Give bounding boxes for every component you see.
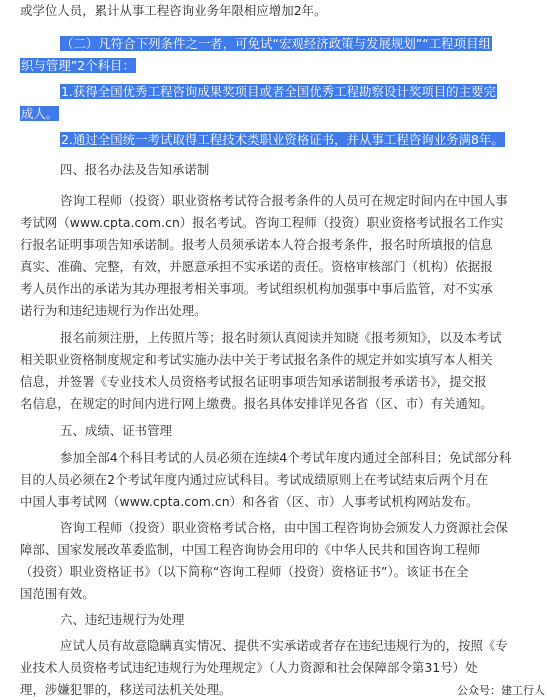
selection-highlight: 织与管理”2个科目：: [21, 58, 135, 73]
paragraph-line: 考人员作出的承诺为其办理报考相关事项。考试组织机构加强事中事后监管，对不实承: [20, 281, 493, 296]
paragraph-line: 咨询工程师（投资）职业资格考试符合报考条件的人员可在规定时间内在中国人事: [60, 193, 508, 208]
paragraph-line: 中国人事考试网（www.cpta.com.cn）和各省（区、市）人事考试机构网站发布。: [20, 494, 479, 509]
paragraph-line: 相关职业资格制度规定和考试实施办法中关于考试报名条件的规定并如实填写本人相关: [20, 352, 493, 367]
paragraph-line: 国范围有效。: [20, 586, 95, 601]
paragraph-line: 咨询工程师（投资）职业资格考试合格，由中国工程咨询协会颁发人力资源社会保: [60, 520, 508, 535]
section-heading: 六、违纪违规行为处理: [60, 612, 185, 627]
paragraph-line: 名信息，在规定的时间内进行网上缴费。报名具体安排详见各省（区、市）有关通知。: [20, 396, 493, 411]
paragraph-line: 理，涉嫌犯罪的，移送司法机关处理。: [20, 682, 232, 697]
paragraph-line: 考试网（www.cpta.com.cn）报名考试。咨询工程师（投资）职业资格考试报名工作实: [20, 215, 504, 230]
watermark-label: 公众号：建工行人: [457, 684, 545, 697]
highlighted-paragraph-line: [60, 34, 492, 54]
highlighted-paragraph-line: [20, 56, 136, 76]
paragraph-line: 目的人员必须在2个考试年度内通过应试科目。考试成绩原则上在考试结束后两个月在: [20, 472, 489, 487]
paragraph-line: 报名前须注册，上传照片等；报名时须认真阅读并知晓《报考须知》，以及本考试: [60, 330, 502, 345]
paragraph-line: 真实、准确、完整，有效，并愿意承担不实承诺的责任。资格审核部门（机构）依据报: [20, 259, 493, 274]
selection-highlight: （二）凡符合下列条件之一者，可免试“宏观经济政策与发展规划”“工程项目组: [61, 36, 491, 51]
paragraph-line: （投资）职业资格证书》（以下简称“咨询工程师（投资）资格证书”）。该证书在全: [20, 564, 469, 579]
selection-highlight: 1.获得全国优秀工程咨询成果奖项目或者全国优秀工程勘察设计奖项目的主要完: [61, 84, 496, 99]
paragraph-line: 业技术人员资格考试违纪违规行为处理规定》（人力资源和社会保障部令第31号）处: [20, 660, 478, 675]
paragraph-line: 行报名证明事项告知承诺制。报考人员须承诺本人符合报考条件，报名时所填报的信息: [20, 237, 493, 252]
highlighted-paragraph-line: [60, 82, 497, 102]
section-heading: 四、报名办法及告知承诺制: [60, 162, 210, 177]
selection-highlight: 成人。: [21, 106, 59, 121]
paragraph-line: 障部、国家发展改革委监制，中国工程咨询协会用印的《中华人民共和国咨询工程师: [20, 542, 481, 557]
paragraph-line: 诺行为和违纪违规行为作出处理。: [20, 303, 207, 318]
highlighted-paragraph-line: [20, 104, 59, 124]
highlighted-paragraph-line: [60, 130, 505, 150]
paragraph-line: 参加全部4个科目考试的人员必须在连续4个考试年度内通过全部科目；免试部分科: [60, 450, 512, 465]
paragraph-line: 信息，并签署《专业技术人员资格考试报名证明事项告知承诺制报考承诺书》，提交报: [20, 374, 487, 389]
paragraph-line: 应试人员有故意隐瞒真实情况、提供不实承诺或者存在违纪违规行为的，按照《专: [60, 638, 508, 653]
section-heading: 五、成绩、证书管理: [60, 423, 172, 438]
selection-highlight: 2.通过全国统一考试取得工程技术类职业资格证书，并从事工程咨询业务满8年。: [61, 132, 504, 147]
paragraph-line: 或学位人员，累计从事工程咨询业务年限相应增加2年。: [20, 3, 327, 18]
